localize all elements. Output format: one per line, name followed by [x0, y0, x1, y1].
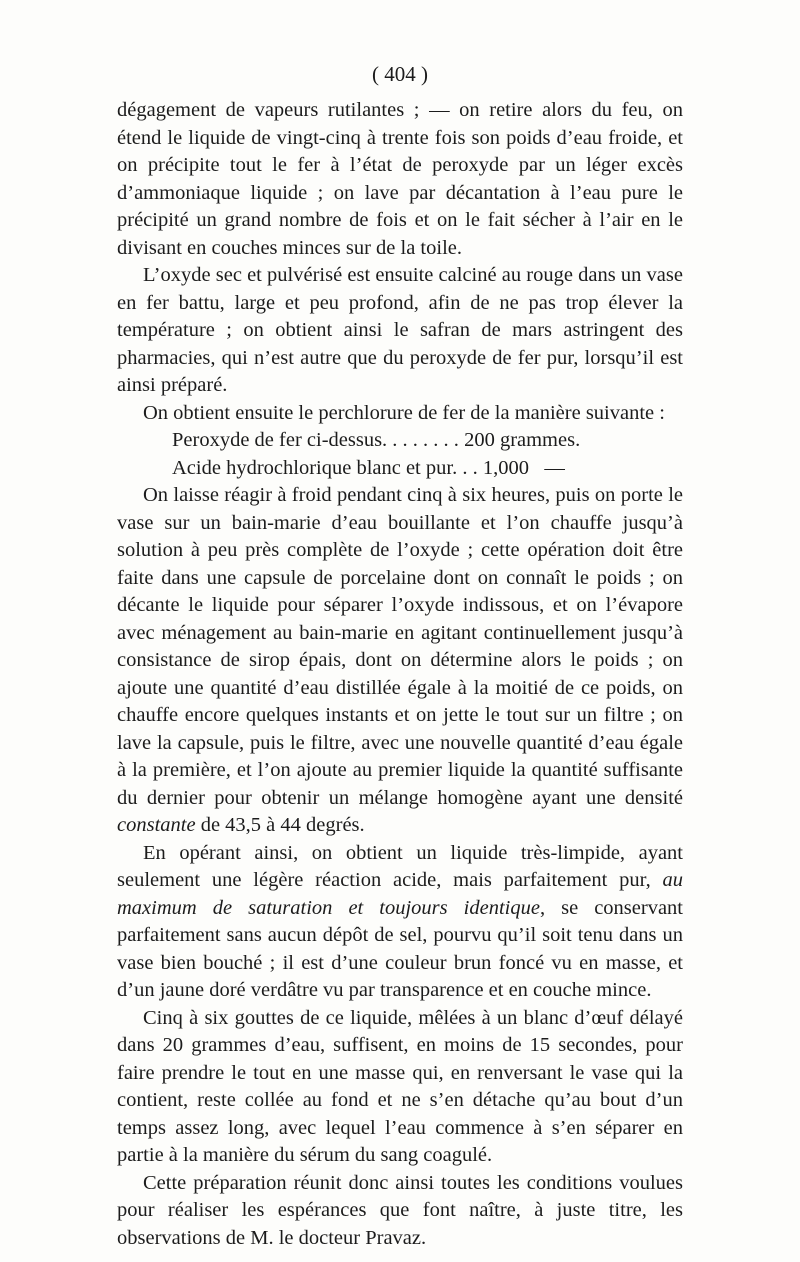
paragraph-4-end: de 43,5 à 44 degrés. [200, 814, 365, 836]
paragraph-5-emphasis: au maximum de saturation et toujours identique [117, 869, 684, 919]
paragraph-4 [117, 482, 683, 840]
recipe-item-2: Acide hydrochlorique blanc et pur. . . [172, 456, 483, 479]
recipe-qty-2: 1,000 — [482, 456, 565, 479]
paragraph-5 [117, 840, 683, 1005]
paragraph-1: dégagement de vapeurs rutilantes ; — on retire alors du feu, on étend le liquide de vingt-cinq à trente fois son poids d’eau froide, et on précipite tout le fer à l’état de peroxyde par un léger excès d’ammoniaque liquide ; on lave par décantation à l’eau pure le précipité un grand nombre de fois et on le fait sécher à l’air en le divisant en couches minces sur de la toile. [117, 99, 683, 259]
paragraph-7: Cette préparation réunit donc ainsi toutes les conditions voulues pour réaliser les espérances que font naître, à juste titre, les observations de M. le docteur Pravaz. [117, 1171, 683, 1249]
recipe-item-1: Peroxyde de fer ci-dessus. . . . . . . . [172, 429, 465, 451]
paragraph-3: On obtient ensuite le perchlorure de fer de la manière suivante : [143, 401, 665, 424]
paragraph-6: Cinq à six gouttes de ce liquide, mêlées à un blanc d’œuf délayé dans 20 grammes d’eau, suffisent, en moins de 15 secondes, pour faire prendre le tout en une masse qui, en renversant le vase qui la contient, reste collée au fond et ne s’en détache qu’au bout d’un temps assez long, avec lequel l’eau commence à s’en séparer en partie à la manière du sérum du sang coagulé. [117, 1006, 683, 1166]
paragraph-4-text: On laisse réagir à froid pendant cinq à six heures, puis on porte le vase sur un bain-marie d’eau bouillante et l’on chauffe jusqu’à solution à peu près complète de l’oxyde ; cette opération doit être faite dans une capsule de porcelaine dont on connaît le poids ; on décante le liquide pour séparer l’oxyde indissous, et on l’évapore avec ménagement au bain-marie en agitant continuellement jusqu’à consistance de sirop épais, dont on détermine alors le poids ; on ajoute une quantité d’eau distillée égale à la moitié de ce poids, on chauffe encore quelques instants et on jette le tout sur un filtre ; on lave la capsule, puis le filtre, avec une nouvelle quantité d’eau égale à la première, et l’on ajoute au premier liquide la quantité suffisante du dernier pour obtenir un mélange homogène ayant une densité [117, 484, 683, 809]
paragraph-4-emphasis: constante [117, 814, 196, 836]
recipe-qty-1: 200 grammes. [464, 429, 581, 451]
recipe-line-2 [117, 455, 683, 483]
paragraph-2: L’oxyde sec et pulvérisé est ensuite calciné au rouge dans un vase en fer battu, large et peu profond, afin de ne pas trop élever la température ; on obtient ainsi le safran de mars astringent des pharmacies, qui n’est autre que du peroxyde de fer pur, lorsqu’il est ainsi préparé. [117, 264, 683, 396]
page-number: ( 404 ) [372, 62, 428, 86]
paragraph-5-end: , se conservant parfaitement sans aucun dépôt de sel, pourvu qu’il soit tenu dans un vase bien bouché ; il est d’une couleur brun foncé vu en masse, et d’un jaune doré verdâtre vu par transparence et en couche mince. [117, 896, 683, 1001]
recipe-line-1 [117, 427, 683, 455]
page-body [117, 97, 683, 1252]
recipe-list [117, 427, 683, 482]
paragraph-5-text: En opérant ainsi, on obtient un liquide très-limpide, ayant seulement une légère réaction acide, mais parfaitement pur, [117, 841, 683, 891]
